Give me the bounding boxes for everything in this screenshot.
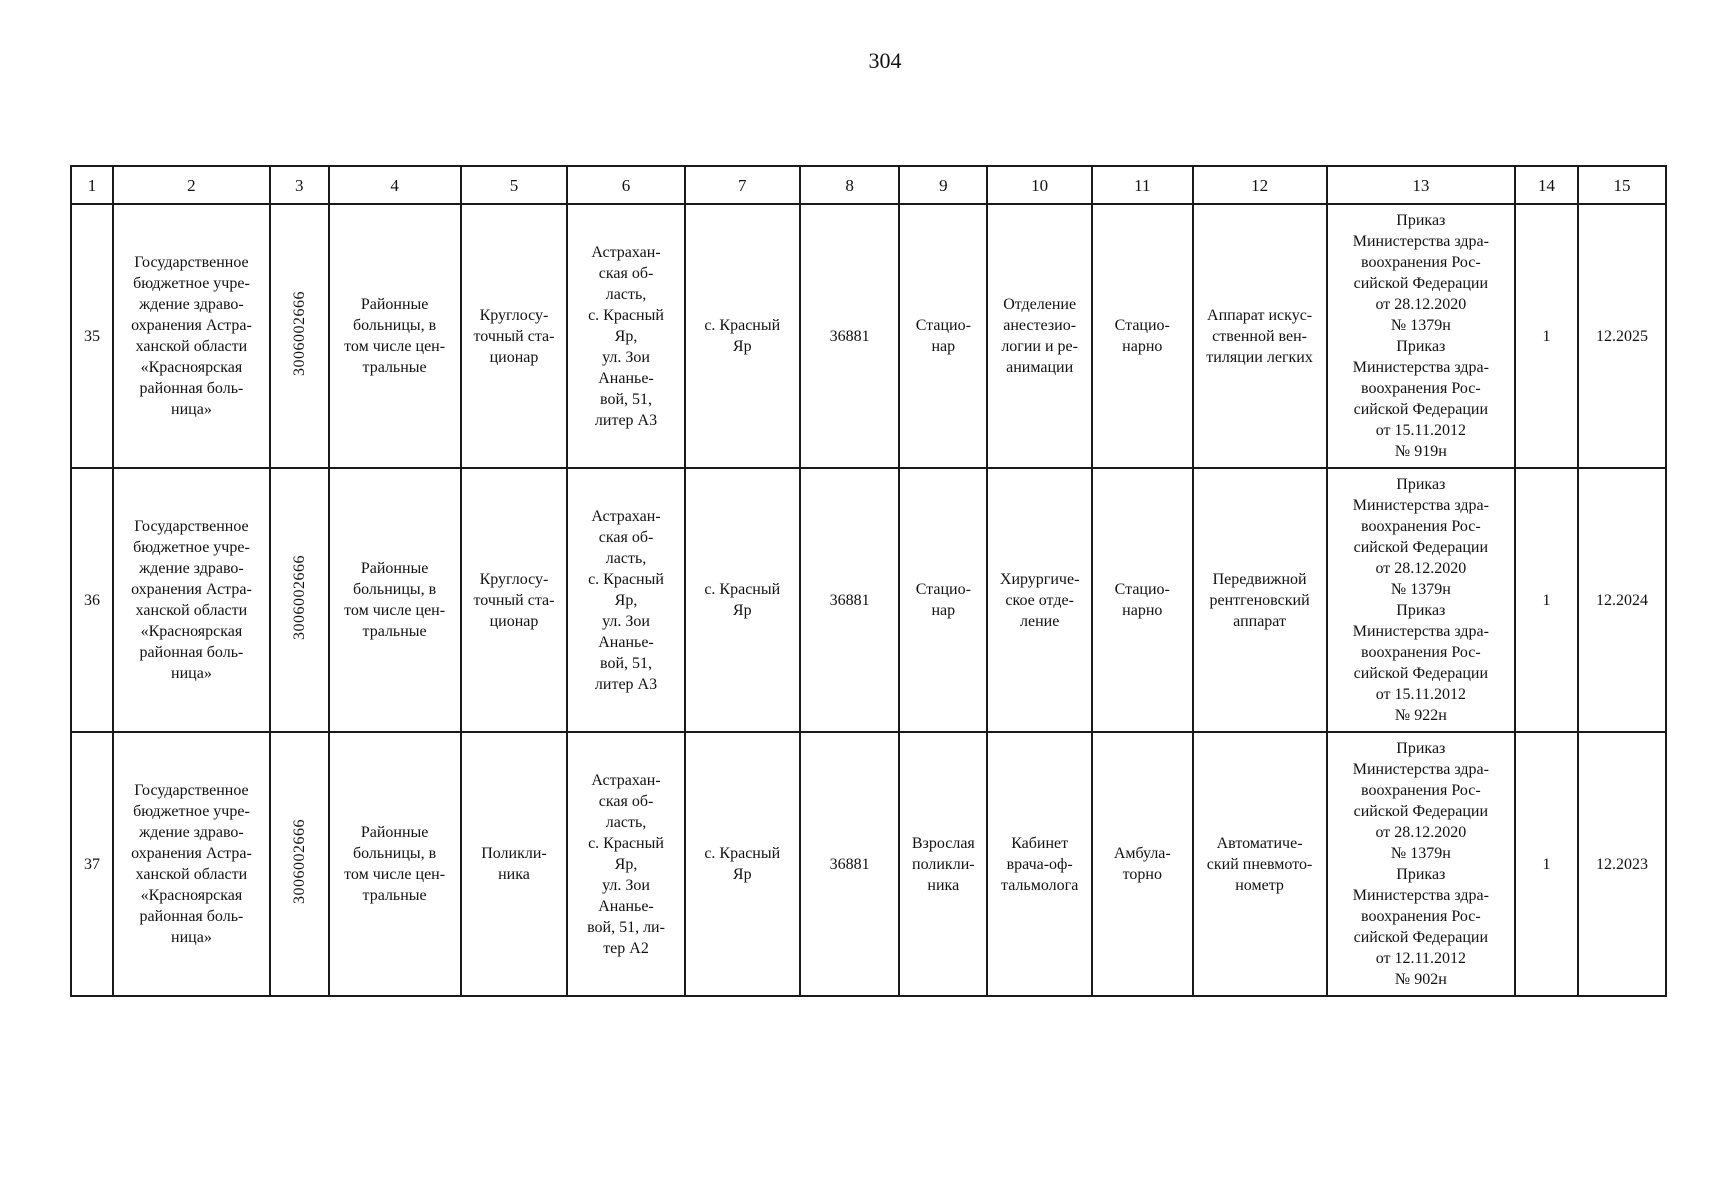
organization-type: Районные больницы, в том числе цен- тральные — [329, 204, 461, 468]
regulatory-order: Приказ Министерства здра- воохранения Рос- сийской Федерации от 28.12.2020 № 1379н Приказ Министерства здра- воохранения Рос- сийской Федерации от 15.11.2012 № 922н — [1327, 468, 1516, 732]
column-number-row — [71, 166, 1666, 204]
column-number: 7 — [685, 166, 800, 204]
column-number: 1 — [71, 166, 113, 204]
organization-type: Районные больницы, в том числе цен- тральные — [329, 732, 461, 996]
oktmo-code: 36881 — [800, 732, 899, 996]
column-number: 10 — [987, 166, 1092, 204]
department: Хирургиче- ское отде- ление — [987, 468, 1092, 732]
delivery-date: 12.2023 — [1578, 732, 1666, 996]
quantity: 1 — [1515, 732, 1578, 996]
care-condition: Стацио- нарно — [1092, 204, 1193, 468]
care-condition: Стацио- нарно — [1092, 468, 1193, 732]
column-number: 4 — [329, 166, 461, 204]
department: Кабинет врача-оф- тальмолога — [987, 732, 1092, 996]
locality: с. Красный Яр — [685, 468, 800, 732]
delivery-date: 12.2025 — [1578, 204, 1666, 468]
column-number: 6 — [567, 166, 684, 204]
column-number: 11 — [1092, 166, 1193, 204]
column-number: 8 — [800, 166, 899, 204]
equipment-name: Передвижной рентгеновский аппарат — [1193, 468, 1327, 732]
table-row — [71, 732, 1666, 996]
column-number: 9 — [899, 166, 987, 204]
column-number: 5 — [461, 166, 568, 204]
locality: с. Красный Яр — [685, 204, 800, 468]
row-number: 36 — [71, 468, 113, 732]
department: Отделение анестезио- логии и ре- анимации — [987, 204, 1092, 468]
inn-code: 3006002666 — [270, 204, 329, 468]
equipment-name: Автоматиче- ский пневмото- нометр — [1193, 732, 1327, 996]
column-number: 2 — [113, 166, 270, 204]
unit: Взрослая поликли- ника — [899, 732, 987, 996]
column-number: 14 — [1515, 166, 1578, 204]
quantity: 1 — [1515, 468, 1578, 732]
unit: Стацио- нар — [899, 204, 987, 468]
delivery-date: 12.2024 — [1578, 468, 1666, 732]
equipment-register-table — [70, 165, 1667, 997]
unit: Стацио- нар — [899, 468, 987, 732]
address: Астрахан- ская об- ласть, с. Красный Яр, ул. Зои Ананье- вой, 51, литер А3 — [567, 204, 684, 468]
care-condition: Амбула- торно — [1092, 732, 1193, 996]
regulatory-order: Приказ Министерства здра- воохранения Рос- сийской Федерации от 28.12.2020 № 1379н Приказ Министерства здра- воохранения Рос- сийской Федерации от 15.11.2012 № 919н — [1327, 204, 1516, 468]
organization-name: Государственное бюджетное учре- ждение здраво- охранения Астра- ханской области «Красноярская районная боль- ница» — [113, 732, 270, 996]
row-number: 37 — [71, 732, 113, 996]
care-type: Поликли- ника — [461, 732, 568, 996]
organization-name: Государственное бюджетное учре- ждение здраво- охранения Астра- ханской области «Красноярская районная боль- ница» — [113, 204, 270, 468]
column-number: 15 — [1578, 166, 1666, 204]
inn-code: 3006002666 — [270, 732, 329, 996]
column-number: 13 — [1327, 166, 1516, 204]
care-type: Круглосу- точный ста- ционар — [461, 468, 568, 732]
inn-code: 3006002666 — [270, 468, 329, 732]
care-type: Круглосу- точный ста- ционар — [461, 204, 568, 468]
locality: с. Красный Яр — [685, 732, 800, 996]
column-number: 12 — [1193, 166, 1327, 204]
page-number: 304 — [868, 48, 902, 73]
regulatory-order: Приказ Министерства здра- воохранения Рос- сийской Федерации от 28.12.2020 № 1379н Приказ Министерства здра- воохранения Рос- сийской Федерации от 12.11.2012 № 902н — [1327, 732, 1516, 996]
address: Астрахан- ская об- ласть, с. Красный Яр, ул. Зои Ананье- вой, 51, литер А3 — [567, 468, 684, 732]
equipment-name: Аппарат искус- ственной вен- тиляции легких — [1193, 204, 1327, 468]
quantity: 1 — [1515, 204, 1578, 468]
column-number: 3 — [270, 166, 329, 204]
oktmo-code: 36881 — [800, 204, 899, 468]
table-row — [71, 468, 1666, 732]
table-row — [71, 204, 1666, 468]
organization-type: Районные больницы, в том числе цен- тральные — [329, 468, 461, 732]
row-number: 35 — [71, 204, 113, 468]
organization-name: Государственное бюджетное учре- ждение здраво- охранения Астра- ханской области «Красноярская районная боль- ница» — [113, 468, 270, 732]
oktmo-code: 36881 — [800, 468, 899, 732]
address: Астрахан- ская об- ласть, с. Красный Яр, ул. Зои Ананье- вой, 51, ли- тер А2 — [567, 732, 684, 996]
